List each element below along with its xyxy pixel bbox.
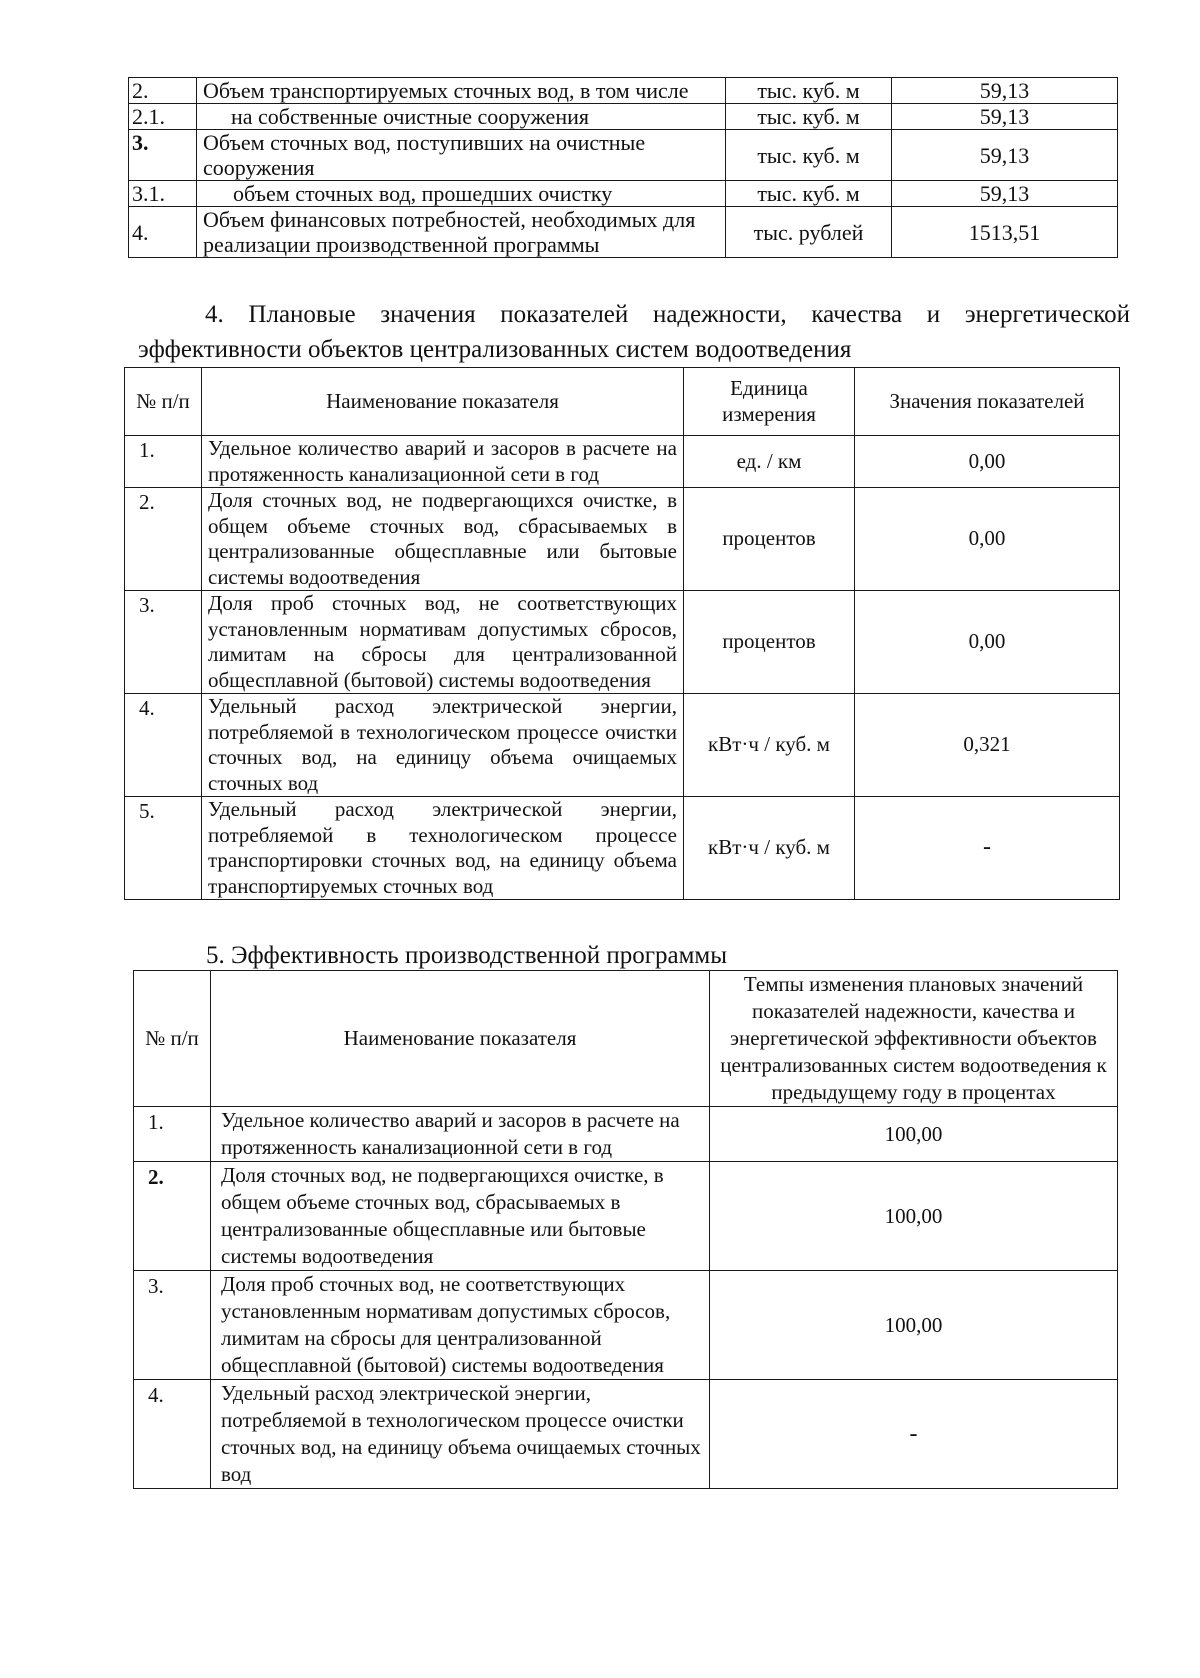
table-row <box>134 1380 1118 1489</box>
row-number: 3. <box>134 1271 211 1380</box>
table-row <box>129 207 1118 258</box>
table-row <box>125 694 1120 797</box>
header-num: № п/п <box>134 971 211 1107</box>
row-value: 100,00 <box>710 1271 1118 1380</box>
row-number: 3. <box>129 130 197 181</box>
row-value: 59,13 <box>892 78 1118 104</box>
row-name: Объем транспортируемых сточных вод, в том числе <box>197 78 726 104</box>
header-value: Значения показателей <box>855 368 1120 436</box>
header-unit: Единица измерения <box>684 368 855 436</box>
row-name: объем сточных вод, прошедших очистку <box>197 181 726 207</box>
row-name: Доля проб сточных вод, не соответствующих установленным нормативам допустимых сбросов, лимитам на сбросы для централизованной общесплавной (бытовой) системы водоотведения <box>211 1271 710 1380</box>
header-name: Наименование показателя <box>211 971 710 1107</box>
row-number: 1. <box>134 1107 211 1162</box>
row-number: 1. <box>125 436 202 488</box>
row-name: Доля проб сточных вод, не соответствующих установленным нормативам допустимых сбросов, лимитам на сбросы для централизованной общесплавной (бытовой) системы водоотведения <box>202 591 684 694</box>
section4-title-line1: 4. Плановые значения показателей надежности, качества и энергетической <box>205 301 1130 328</box>
row-value: 1513,51 <box>892 207 1118 258</box>
row-unit: кВт·ч / куб. м <box>684 694 855 797</box>
row-name: Объем финансовых потребностей, необходимых для реализации производственной программы <box>197 207 726 258</box>
row-value: 0,00 <box>855 591 1120 694</box>
row-unit: тыс. куб. м <box>726 130 892 181</box>
section4-title-line2: эффективности объектов централизованных систем водоотведения <box>138 336 852 363</box>
table-row <box>125 488 1120 591</box>
row-unit: тыс. рублей <box>726 207 892 258</box>
row-value: 59,13 <box>892 104 1118 130</box>
row-name: Удельное количество аварий и засоров в расчете на протяженность канализационной сети в год <box>202 436 684 488</box>
table-row <box>125 436 1120 488</box>
indicators-table <box>124 367 1120 900</box>
row-number: 2. <box>134 1162 211 1271</box>
table-row <box>125 797 1120 900</box>
table-row <box>125 591 1120 694</box>
row-value: 100,00 <box>710 1162 1118 1271</box>
row-value: 59,13 <box>892 130 1118 181</box>
header-name: Наименование показателя <box>202 368 684 436</box>
row-unit: тыс. куб. м <box>726 181 892 207</box>
row-unit: процентов <box>684 591 855 694</box>
row-name: Удельный расход электрической энергии, потребляемой в технологическом процессе очистки сточных вод, на единицу объема очищаемых сточных вод <box>211 1380 710 1489</box>
header-num: № п/п <box>125 368 202 436</box>
row-number: 4. <box>129 207 197 258</box>
row-unit: ед. / км <box>684 436 855 488</box>
table-row <box>129 104 1118 130</box>
row-number: 5. <box>125 797 202 900</box>
row-value: - <box>710 1380 1118 1489</box>
row-unit: тыс. куб. м <box>726 104 892 130</box>
table-row <box>129 78 1118 104</box>
row-name: Удельный расход электрической энергии, потребляемой в технологическом процессе очистки сточных вод, на единицу объема очищаемых сточных вод <box>202 694 684 797</box>
row-name: Объем сточных вод, поступивших на очистные сооружения <box>197 130 726 181</box>
efficiency-table <box>133 970 1118 1489</box>
row-number: 3. <box>125 591 202 694</box>
table-row <box>134 1271 1118 1380</box>
row-unit: кВт·ч / куб. м <box>684 797 855 900</box>
row-number: 2. <box>125 488 202 591</box>
row-value: 59,13 <box>892 181 1118 207</box>
row-number: 2.1. <box>129 104 197 130</box>
section5-title: 5. Эффективность производственной программы <box>206 942 728 969</box>
row-name: Удельный расход электрической энергии, потребляемой в технологическом процессе транспортировки сточных вод, на единицу объема транспортируемых сточных вод <box>202 797 684 900</box>
table-row <box>129 130 1118 181</box>
header-value: Темпы изменения плановых значений показателей надежности, качества и энергетической эффективности объектов централизованных систем водоотведения к предыдущему году в процентах <box>710 971 1118 1107</box>
row-number: 3.1. <box>129 181 197 207</box>
volumes-table <box>128 77 1118 258</box>
row-value: 0,00 <box>855 436 1120 488</box>
row-name: Доля сточных вод, не подвергающихся очистке, в общем объеме сточных вод, сбрасываемых в централизованные общесплавные или бытовые системы водоотведения <box>211 1162 710 1271</box>
row-number: 4. <box>134 1380 211 1489</box>
table-row <box>129 181 1118 207</box>
table-row <box>134 1107 1118 1162</box>
row-number: 2. <box>129 78 197 104</box>
row-name: Доля сточных вод, не подвергающихся очистке, в общем объеме сточных вод, сбрасываемых в централизованные общесплавные или бытовые системы водоотведения <box>202 488 684 591</box>
row-unit: процентов <box>684 488 855 591</box>
table-header-row <box>134 971 1118 1107</box>
row-name: на собственные очистные сооружения <box>197 104 726 130</box>
table-header-row <box>125 368 1120 436</box>
row-value: 0,321 <box>855 694 1120 797</box>
row-value: 0,00 <box>855 488 1120 591</box>
row-number: 4. <box>125 694 202 797</box>
row-unit: тыс. куб. м <box>726 78 892 104</box>
row-name: Удельное количество аварий и засоров в расчете на протяженность канализационной сети в год <box>211 1107 710 1162</box>
table-row <box>134 1162 1118 1271</box>
row-value: - <box>855 797 1120 900</box>
row-value: 100,00 <box>710 1107 1118 1162</box>
